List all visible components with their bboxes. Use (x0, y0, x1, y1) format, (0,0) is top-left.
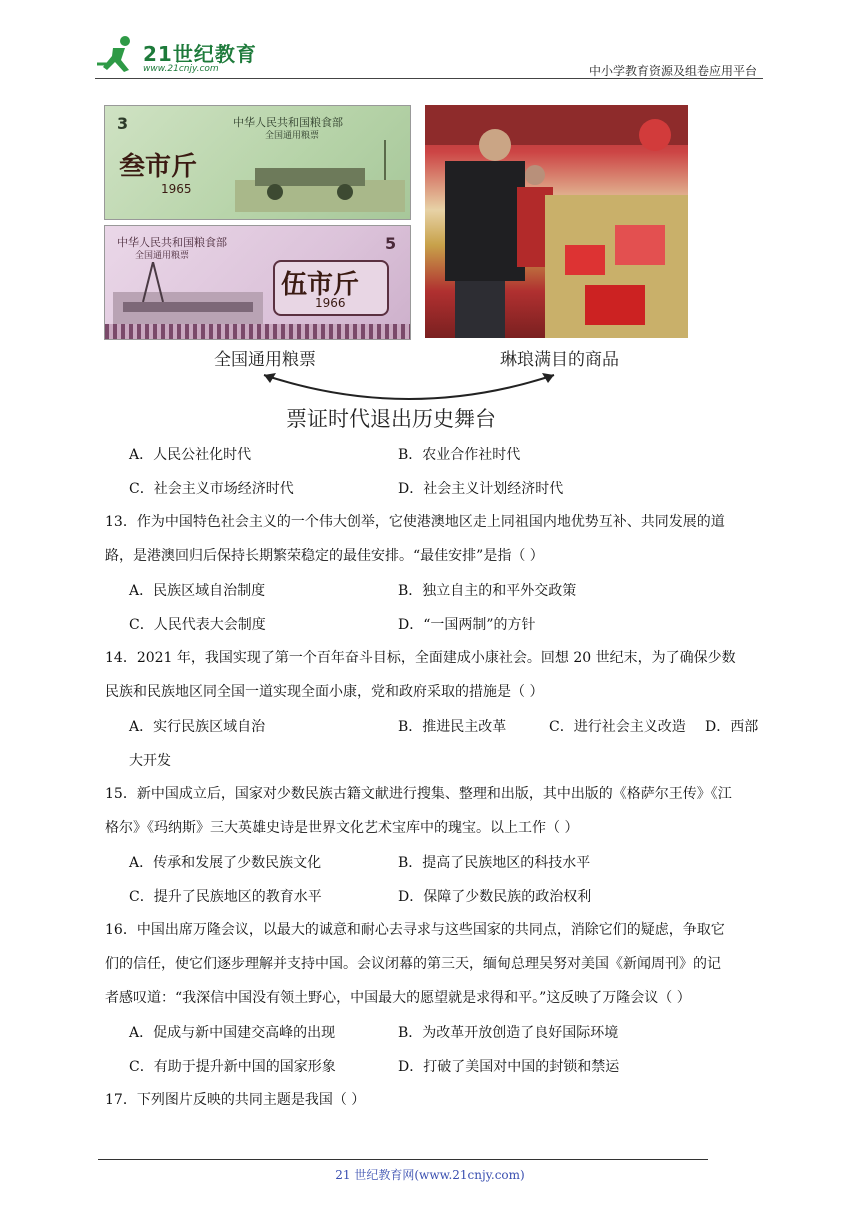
ticket-year: 1965 (161, 182, 192, 196)
q13-option-a: A．民族区域自治制度 (129, 583, 266, 599)
q14-option-d-continued: 大开发 (129, 753, 171, 769)
q13-stem-line1: 13．作为中国特色社会主义的一个伟大创举，它使港澳地区走上同祖国内地优势互补、共同发展的道 (105, 514, 725, 530)
page-header (95, 30, 763, 79)
q14-option-b: B．推进民主改革 (398, 719, 507, 735)
ticket-type: 全国通用粮票 (135, 251, 190, 261)
q16-option-b: B．为改革开放创造了良好国际环境 (398, 1025, 619, 1041)
q16-option-c: C．有助于提升新中国的国家形象 (129, 1059, 336, 1075)
ticket-issuer: 中华人民共和国粮食部 (117, 236, 227, 249)
q14-stem-line2: 民族和民族地区同全国一道实现全面小康，党和政府采取的措施是（ ） (105, 684, 544, 700)
logo-url: www.21cnjy.com (143, 64, 219, 74)
ticket-type: 全国通用粮票 (265, 131, 320, 141)
caption-left: 全国通用粮票 (214, 350, 316, 370)
question-figure (104, 105, 688, 435)
q12-option-a: A．人民公社化时代 (129, 447, 252, 463)
ration-ticket-1965 (104, 105, 411, 220)
q16-option-a: A．促成与新中国建交高峰的出现 (129, 1025, 336, 1041)
ticket-amount: 伍市斤 (281, 270, 360, 300)
footer-divider (98, 1159, 708, 1160)
logo (95, 34, 265, 76)
q14-option-d: D．西部 (705, 719, 759, 735)
q16-option-d: D．打破了美国对中国的封锁和禁运 (398, 1059, 620, 1075)
ticket-number: 5 (385, 234, 397, 253)
q13-option-c: C．人民代表大会制度 (129, 617, 266, 633)
q16-stem-line3: 者感叹道：“我深信中国没有领土野心，中国最大的愿望就是求得和平。”这反映了万隆会议（ ） (105, 990, 691, 1006)
platform-title: 中小学教育资源及组卷应用平台 (588, 64, 757, 78)
ticket-border-pattern (105, 324, 410, 339)
q15-stem-line1: 15．新中国成立后，国家对少数民族古籍文献进行搜集、整理和出版，其中出版的《格萨尔王传》《江 (105, 786, 732, 802)
ticket-year: 1966 (315, 296, 346, 310)
q14-option-c: C．进行社会主义改造 (549, 719, 686, 735)
q13-stem-line2: 路，是港澳回归后保持长期繁荣稳定的最佳安排。“最佳安排”是指（ ） (105, 548, 544, 564)
q17-stem-line1: 17．下列图片反映的共同主题是我国（ ） (105, 1092, 366, 1108)
dam-illustration-icon (113, 262, 263, 326)
q15-option-c: C．提升了民族地区的教育水平 (129, 889, 322, 905)
market-goods-photo (425, 105, 688, 338)
q12-option-c: C．社会主义市场经济时代 (129, 481, 294, 497)
shoppers-and-goods-illustration-icon (425, 105, 688, 338)
q15-option-b: B．提高了民族地区的科技水平 (398, 855, 591, 871)
ticket-amount: 叁市斤 (119, 152, 198, 182)
ration-ticket-1966 (104, 225, 411, 340)
logo-text: 21世纪教育 (143, 42, 257, 66)
q12-option-d: D．社会主义计划经济时代 (398, 481, 564, 497)
q14-stem-line1: 14．2021 年，我国实现了第一个百年奋斗目标，全面建成小康社会。回想 20 世纪末，为了确保少数 (105, 650, 736, 666)
ticket-issuer: 中华人民共和国粮食部 (233, 116, 343, 129)
q15-option-d: D．保障了少数民族的政治权利 (398, 889, 592, 905)
caption-right: 琳琅满目的商品 (500, 350, 619, 370)
q16-stem-line2: 们的信任，使它们逐步理解并支持中国。会议闭幕的第三天，缅甸总理吴努对美国《新闻周刊》的记 (105, 956, 721, 972)
runner-logo-icon (95, 34, 141, 74)
footer-text: 21 世纪教育网(www.21cnjy.com) (335, 1168, 525, 1182)
q13-option-d: D．“一国两制”的方针 (398, 617, 536, 633)
q14-option-a: A．实行民族区域自治 (129, 719, 266, 735)
harvester-illustration-icon (235, 140, 405, 212)
q13-option-b: B．独立自主的和平外交政策 (398, 583, 577, 599)
q16-stem-line1: 16．中国出席万隆会议，以最大的诚意和耐心去寻求与这些国家的共同点，消除它们的疑虑，争取它 (105, 922, 725, 938)
q15-option-a: A．传承和发展了少数民族文化 (129, 855, 322, 871)
q15-stem-line2: 格尔》《玛纳斯》三大英雄史诗是世界文化艺术宝库中的瑰宝。以上工作（ ） (105, 820, 579, 836)
caption-bottom: 票证时代退出历史舞台 (286, 407, 496, 431)
double-arrow-icon (254, 363, 564, 403)
q12-option-b: B．农业合作社时代 (398, 447, 521, 463)
ticket-number: 3 (117, 114, 129, 133)
